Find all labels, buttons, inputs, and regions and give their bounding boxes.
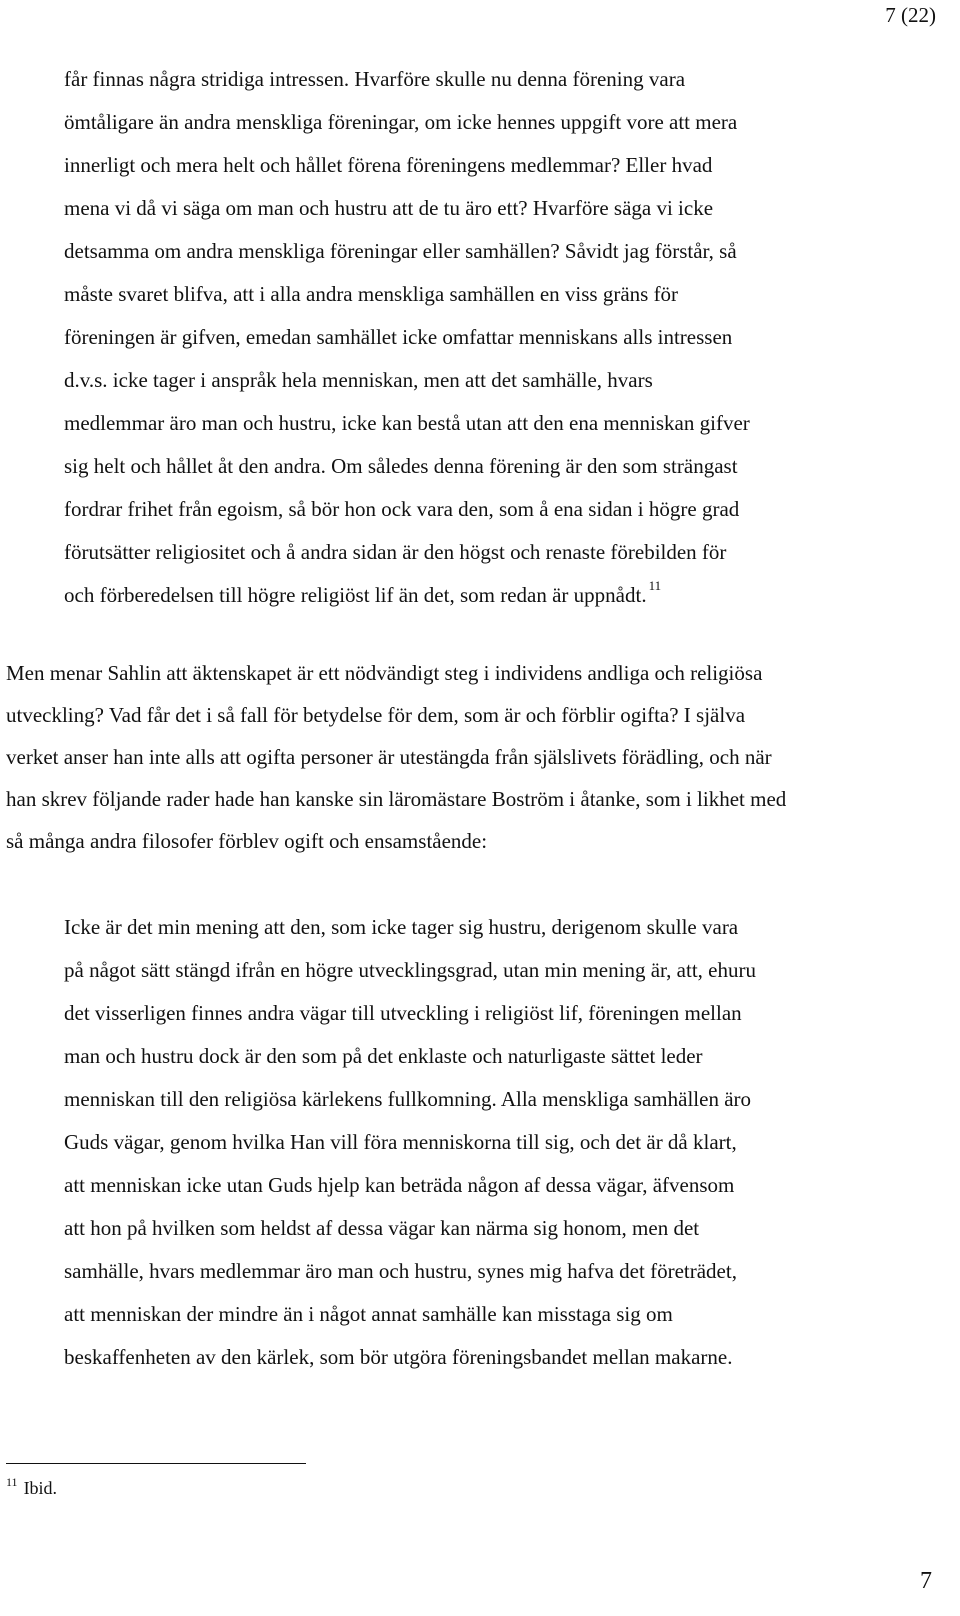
footnote-divider	[6, 1463, 306, 1464]
text-line: ömtåligare än andra menskliga föreningar, om icke hennes uppgift vore att mera	[64, 110, 738, 134]
text-line: att menniskan icke utan Guds hjelp kan beträda någon af dessa vägar, äfvensom	[64, 1173, 735, 1197]
text-line: får finnas några stridiga intressen. Hvarföre skulle nu denna förening vara	[64, 67, 686, 91]
footnote-text: Ibid.	[23, 1478, 58, 1498]
text-line: utveckling? Vad får det i så fall för betydelse för dem, som är och förblir ogifta? I själva	[6, 703, 746, 727]
text-line: verket anser han inte alls att ogifta personer är utestängda från själslivets förädling, och när	[6, 745, 772, 769]
text-line: han skrev följande rader hade han kanske sin läromästare Boström i åtanke, som i likhet med	[6, 787, 787, 811]
text-line: på något sätt stängd ifrån en högre utvecklingsgrad, utan min mening är, att, ehuru	[64, 958, 756, 982]
page-header-label: 7 (22)	[885, 3, 936, 27]
text-line: menniskan till den religiösa kärlekens fullkomning. Alla menskliga samhällen äro	[64, 1087, 752, 1111]
text-line-last	[64, 574, 920, 617]
text-line: fordrar frihet från egoism, så bör hon ock vara den, som å ena sidan i högre grad	[64, 497, 740, 521]
text-line: att menniskan der mindre än i något annat samhälle kan misstaga sig om	[64, 1302, 673, 1326]
text-line: sig helt och hållet åt den andra. Om således denna förening är den som strängast	[64, 454, 738, 478]
text-line: Men menar Sahlin att äktenskapet är ett nödvändigt steg i individens andliga och religiösa	[6, 661, 763, 685]
text-line: Guds vägar, genom hvilka Han vill föra menniskorna till sig, och det är då klart,	[64, 1130, 737, 1154]
text-line: man och hustru dock är den som på det enklaste och naturligaste sättet leder	[64, 1044, 703, 1068]
body-paragraph	[6, 652, 934, 862]
text-line: samhälle, hvars medlemmar äro man och hustru, synes mig hafva det företrädet,	[64, 1259, 737, 1283]
text-line: förutsätter religiositet och å andra sidan är den högst och renaste förebilden för	[64, 540, 727, 564]
text-line: föreningen är gifven, emedan samhället icke omfattar menniskans alls intressen	[64, 325, 733, 349]
text-line: innerligt och mera helt och hållet förena föreningens medlemmar? Eller hvad	[64, 153, 713, 177]
text-line: beskaffenheten av den kärlek, som bör utgöra föreningsbandet mellan makarne.	[64, 1345, 733, 1369]
text-line: Icke är det min mening att den, som icke tager sig hustru, derigenom skulle vara	[64, 915, 739, 939]
text-line: mena vi då vi säga om man och hustru att de tu äro ett? Hvarföre säga vi icke	[64, 196, 714, 220]
page-number: 7	[920, 1568, 932, 1594]
text-line: d.v.s. icke tager i anspråk hela menniskan, men att det samhälle, hvars	[64, 368, 653, 392]
text-line: detsamma om andra menskliga föreningar eller samhällen? Såvidt jag förstår, så	[64, 239, 737, 263]
block-quote-top	[64, 58, 920, 617]
text-line: så många andra filosofer förblev ogift och ensamstående:	[6, 829, 488, 853]
footnote-reference[interactable]: 11	[648, 578, 662, 593]
text-line: att hon på hvilken som heldst af dessa vägar kan närma sig honom, men det	[64, 1216, 700, 1240]
footnote-number: 11	[6, 1475, 18, 1489]
text-line: medlemmar äro man och hustru, icke kan bestå utan att den ena menniskan gifver	[64, 411, 750, 435]
text-line: det visserligen finnes andra vägar till utveckling i religiöst lif, föreningen mellan	[64, 1001, 742, 1025]
text-line: måste svaret blifva, att i alla andra menskliga samhällen en viss gräns för	[64, 282, 679, 306]
block-quote-bottom	[64, 906, 920, 1379]
footnote	[6, 1474, 57, 1502]
text-line-last-content: och förberedelsen till högre religiöst lif än det, som redan är uppnådt.	[64, 583, 647, 607]
